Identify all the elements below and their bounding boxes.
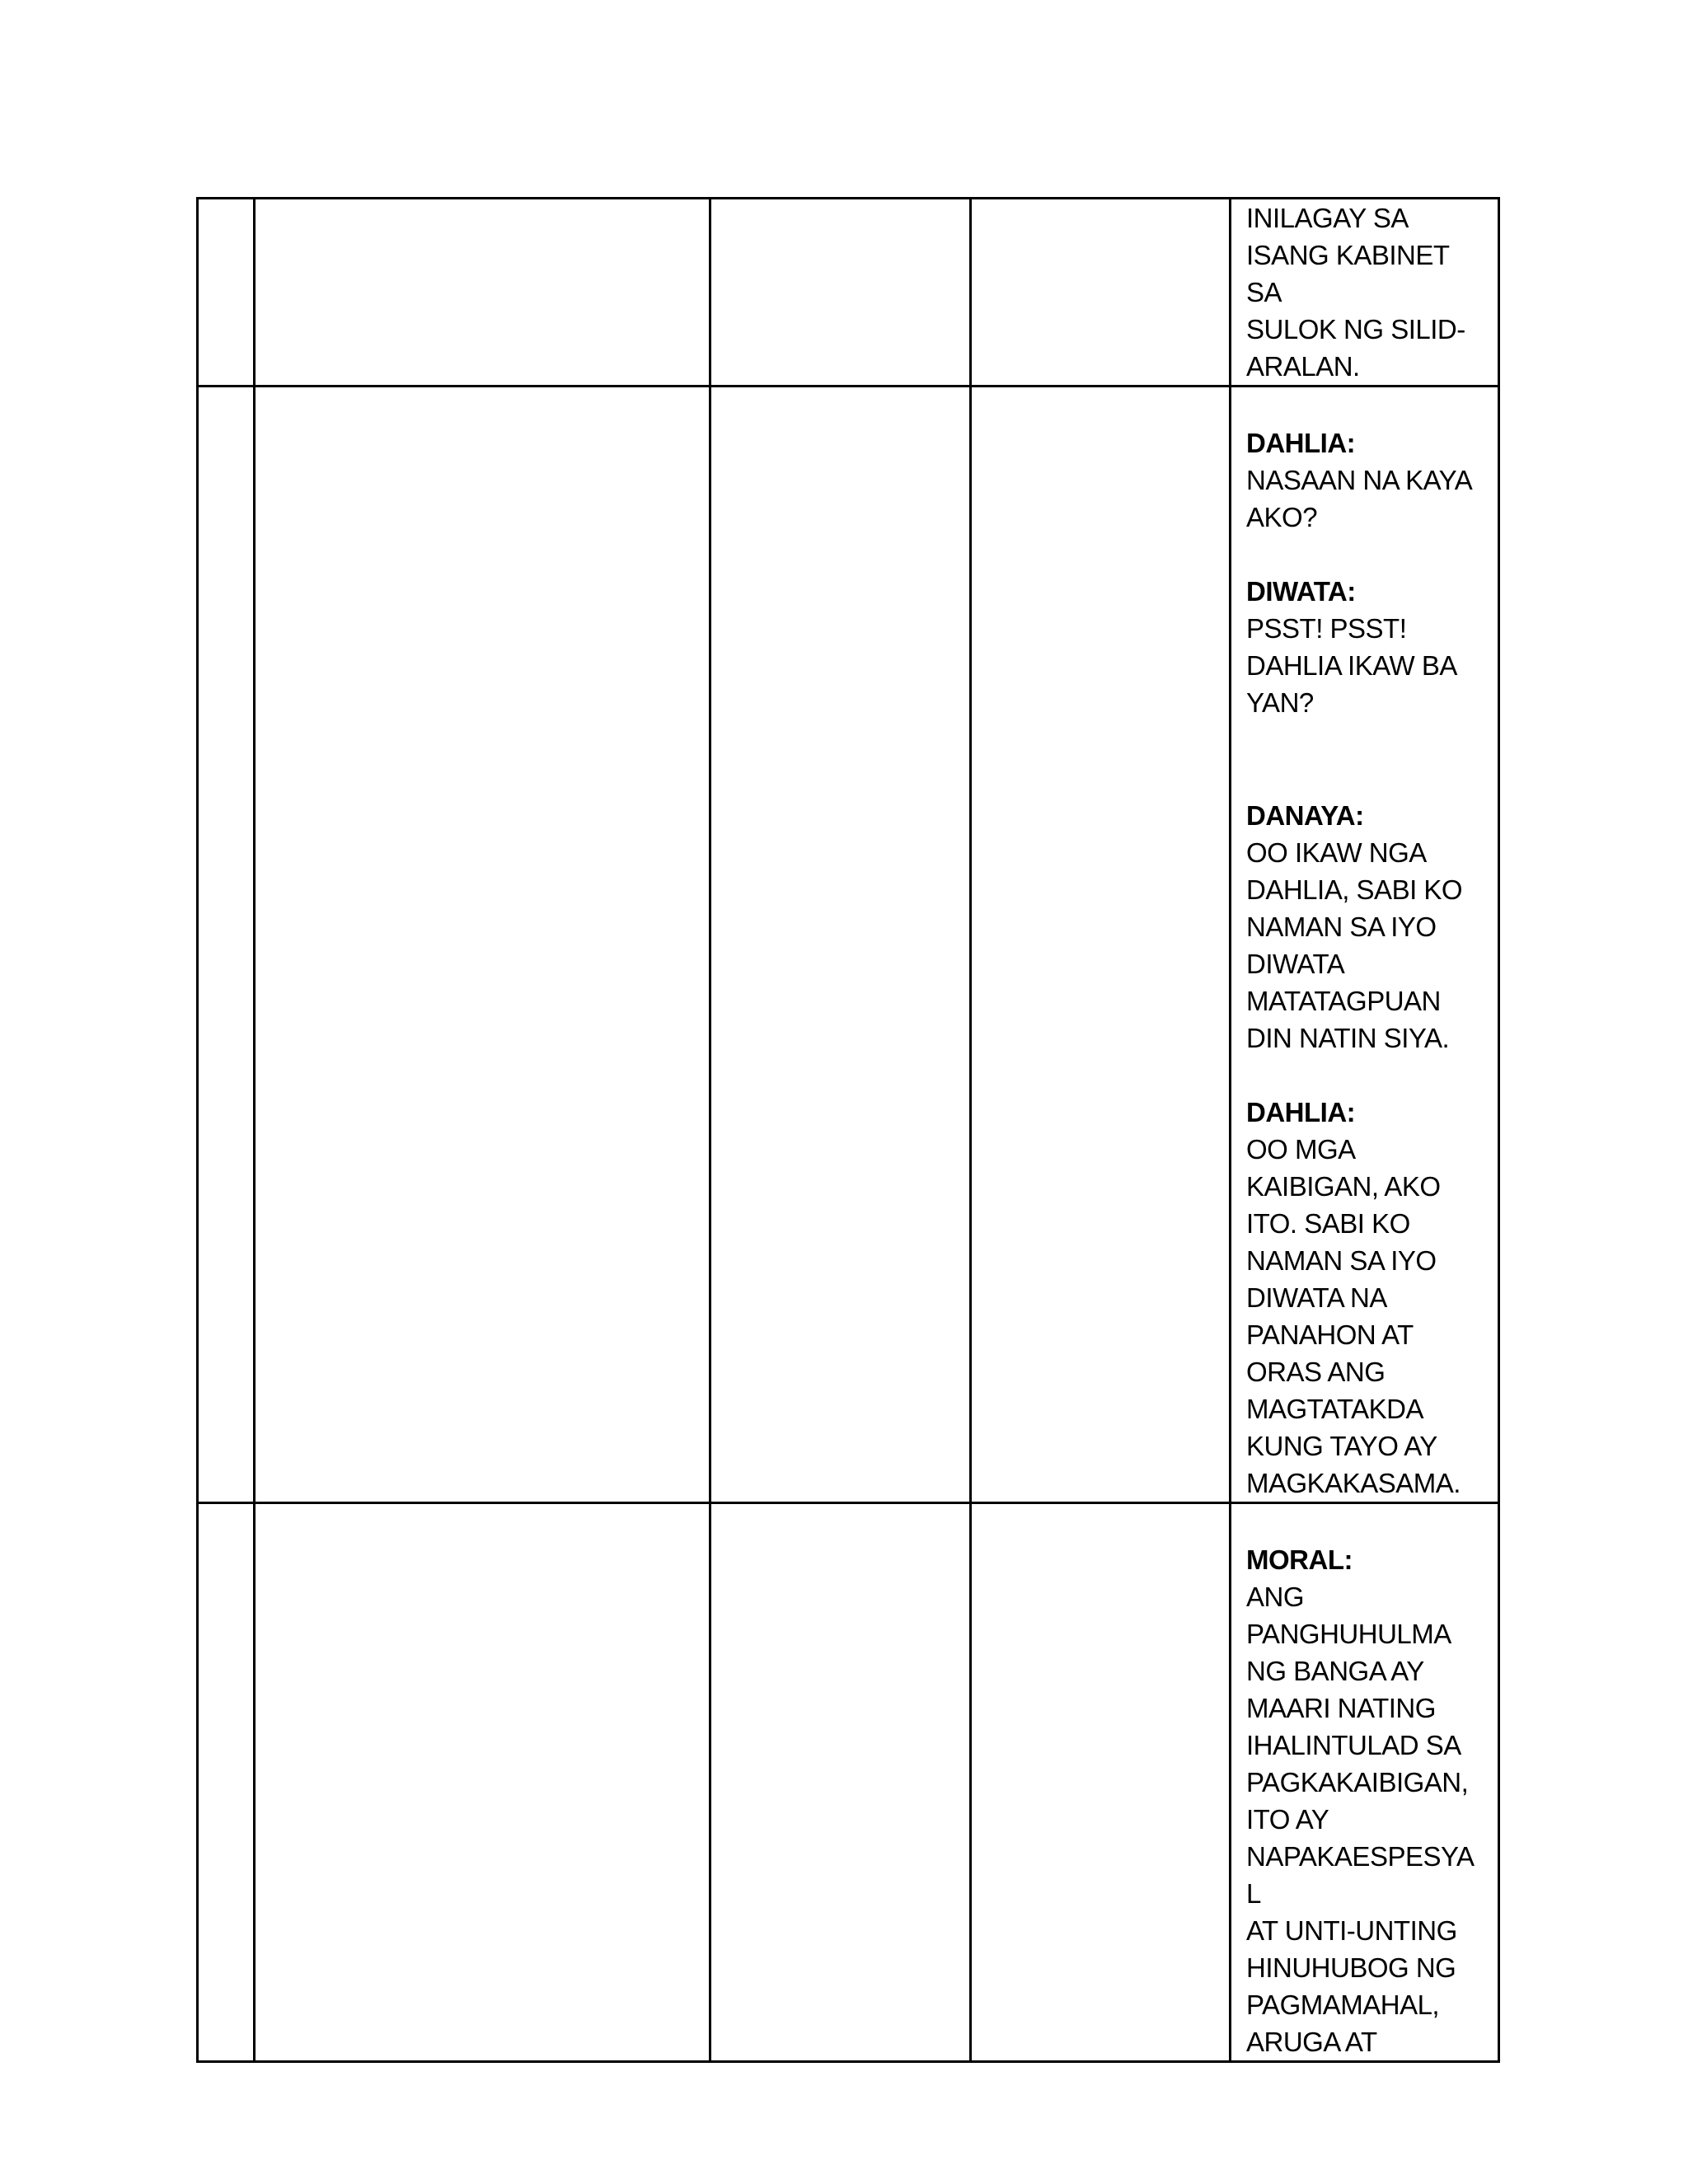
table-cell-empty — [255, 387, 710, 1503]
dialogue-text: NASAAN NA KAYA AKO? — [1246, 465, 1473, 532]
table-cell-empty — [710, 387, 971, 1503]
table-cell-empty — [710, 1503, 971, 2062]
speaker-name: DAHLIA: — [1246, 1097, 1356, 1127]
speaker-name: DAHLIA: — [1246, 428, 1356, 458]
table-cell-empty — [255, 1503, 710, 2062]
table-cell-empty — [971, 387, 1231, 1503]
speaker-name: MORAL: — [1246, 1544, 1353, 1575]
dialogue-text: INILAGAY SA ISANG KABINET SA SULOK NG SILID- ARALAN. — [1246, 203, 1465, 382]
script-table — [196, 197, 1500, 2063]
table-row — [198, 1503, 1499, 2062]
table-cell-empty — [710, 199, 971, 387]
dialogue-text: PSST! PSST! DAHLIA IKAW BA YAN? — [1246, 613, 1457, 718]
dialogue-block — [1231, 1504, 1498, 2060]
table-cell-number — [198, 387, 255, 1503]
dialogue-text: ANG PANGHUHULMA NG BANGA AY MAARI NATING IHALINTULAD SA PAGKAKAIBIGAN, ITO AY NAPAKAESPESYAL AT UNTI-UNTING HINUHUBOG NG PAGMAMAHAL, ARUGA AT — [1246, 1582, 1475, 2057]
table-cell-dialogue — [1231, 1503, 1499, 2062]
table-cell-empty — [971, 199, 1231, 387]
table-cell-number — [198, 1503, 255, 2062]
table-cell-dialogue — [1231, 199, 1499, 387]
table-cell-empty — [255, 199, 710, 387]
speaker-name: DANAYA: — [1246, 800, 1364, 831]
speaker-name: DIWATA: — [1246, 576, 1356, 607]
dialogue-text: OO MGA KAIBIGAN, AKO ITO. SABI KO NAMAN SA IYO DIWATA NA PANAHON AT ORAS ANG MAGTATAKDA KUNG TAYO AY MAGKAKASAMA. — [1246, 1134, 1461, 1498]
dialogue-text: OO IKAW NGA DAHLIA, SABI KO NAMAN SA IYO DIWATA MATATAGPUAN DIN NATIN SIYA. — [1246, 837, 1463, 1053]
table-row — [198, 199, 1499, 387]
dialogue-block — [1231, 387, 1498, 1502]
dialogue-block — [1231, 199, 1498, 385]
table-cell-number — [198, 199, 255, 387]
table-row — [198, 387, 1499, 1503]
table-cell-dialogue — [1231, 387, 1499, 1503]
table-cell-empty — [971, 1503, 1231, 2062]
